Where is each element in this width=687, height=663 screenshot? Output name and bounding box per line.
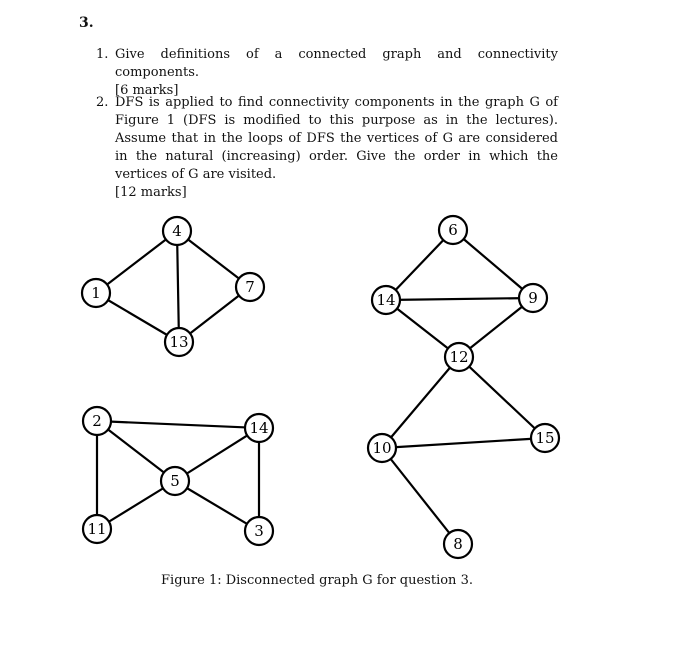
graph-vertex [245, 414, 273, 442]
graph-vertex [245, 517, 273, 545]
item-body: Give definitions of a connected graph and connectivity components. [115, 47, 558, 80]
vertex-label: 15 [535, 429, 555, 447]
graph-edge-10-8 [382, 448, 458, 544]
item-number: 1. [96, 47, 109, 62]
graph-edge-12-10 [382, 357, 459, 448]
item-marks: [6 marks] [115, 83, 179, 98]
vertex-label: 6 [448, 221, 458, 239]
graph-edge-12-15 [459, 357, 545, 438]
vertex-label: 2 [92, 412, 102, 430]
vertex-label: 5 [170, 472, 180, 490]
graph-vertex [439, 216, 467, 244]
graph-edge-6-9 [453, 230, 533, 298]
graph-vertex [445, 343, 473, 371]
vertex-label: 4 [172, 222, 182, 240]
vertex-label: 8 [453, 535, 463, 553]
question-number: 3. [79, 15, 94, 31]
graph-vertex [163, 217, 191, 245]
graph-vertex [165, 328, 193, 356]
vertex-label: 12 [449, 348, 469, 366]
vertex-label: 9 [528, 289, 538, 307]
graph-vertex [236, 273, 264, 301]
vertex-label: 14 [376, 291, 396, 309]
vertex-label: 3 [254, 522, 264, 540]
vertex-label: 1 [91, 284, 101, 302]
graph-edge-14-9 [386, 298, 533, 300]
graph-edge-10-15 [382, 438, 545, 448]
vertex-label: 7 [245, 278, 255, 296]
graph-vertex [83, 515, 111, 543]
vertex-label: 13 [169, 333, 189, 351]
graph-edge-2-14 [97, 421, 259, 428]
graph-vertex [161, 467, 189, 495]
vertex-label: 11 [87, 520, 107, 538]
graph-vertex [82, 279, 110, 307]
vertex-label: 10 [372, 439, 392, 457]
graph-edge-1-4 [96, 231, 177, 293]
graph-vertex [83, 407, 111, 435]
vertex-label: 14 [249, 419, 269, 437]
graph-vertex [368, 434, 396, 462]
item-body: DFS is applied to find connectivity components in the graph G of Figure 1 (DFS is modified to this purpose as in the lectures). Assume that in the loops of DFS the vertices of G are considered in the natural (increasing) order. Give the order in which the vertices of G are visited. [115, 95, 558, 182]
graph-vertex [444, 530, 472, 558]
graph-vertex [372, 286, 400, 314]
item-number: 2. [96, 95, 109, 110]
graph-vertex [519, 284, 547, 312]
graph-vertex [531, 424, 559, 452]
figure-caption: Figure 1: Disconnected graph G for question 3. [161, 573, 473, 588]
item-marks: [12 marks] [115, 185, 187, 200]
graph-edge-4-13 [177, 231, 179, 342]
